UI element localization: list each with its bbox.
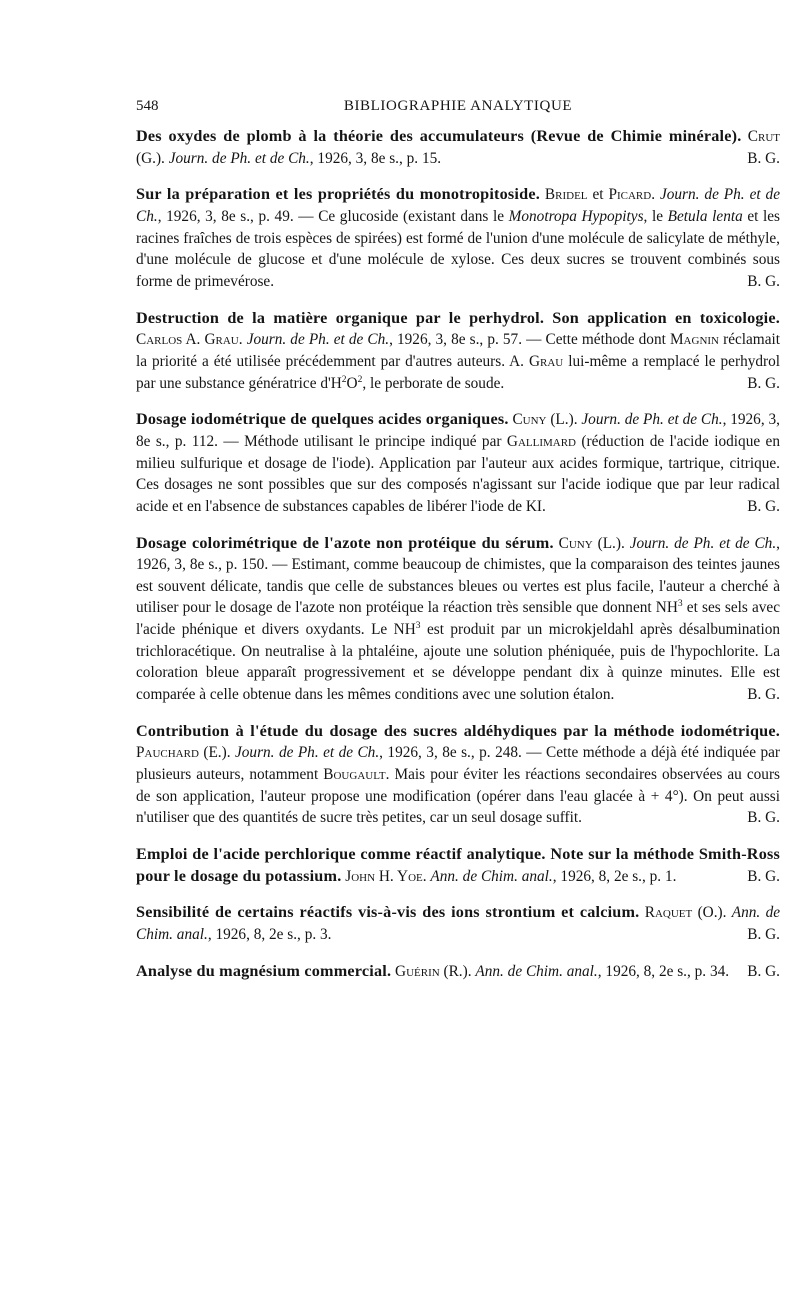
entry-signature: B. G. xyxy=(747,809,780,827)
bibliography-entry xyxy=(136,902,780,945)
entry-journal: Journ. de Ph. et de Ch. xyxy=(234,744,380,762)
page-number: 548 xyxy=(136,98,159,114)
bibliography-entry xyxy=(136,844,780,887)
entry-body: Cette méthode dont xyxy=(545,331,670,349)
entry-body: , le perborate de soude. xyxy=(362,374,505,392)
entry-title: Emploi de l'acide perchlorique comme réactif analytique. Note sur la méthode Smith-Ross pour le dosage du potassium. xyxy=(136,845,780,885)
entry-superscript: 3 xyxy=(677,599,683,610)
entry-body: , le xyxy=(643,208,668,226)
entry-signature: B. G. xyxy=(747,685,780,703)
entry-reference: , 1926, 3, 8e s., p. 112. — xyxy=(136,411,780,451)
entry-reference: , 1926, 3, 8e s., p. 49. — xyxy=(157,208,319,226)
entry-title: Dosage colorimétrique de l'azote non protéique du sérum. xyxy=(136,533,554,552)
bibliography-entry xyxy=(136,721,780,829)
entry-title: Destruction de la matière organique par le perhydrol. Son application en toxicologie. xyxy=(136,308,780,327)
entry-journal: Ann. de Chim. anal. xyxy=(430,867,553,885)
entry-author-initials: (L.). xyxy=(546,411,582,429)
entry-author: John H. Yoe xyxy=(345,867,423,885)
entry-cited-author: Grau xyxy=(528,352,564,370)
entry-body: lui-même a remplacé le perhydrol par une substance génératrice d'H xyxy=(136,352,781,392)
bibliography-entry xyxy=(136,409,780,517)
entry-title: Contribution à l'étude du dosage des sucres aldéhydiques par la méthode iodométrique. xyxy=(136,721,780,740)
entry-body-italic: Betula lenta xyxy=(667,208,743,226)
entry-author: Crut xyxy=(747,128,780,145)
bibliography-entry xyxy=(136,308,780,394)
bibliography-entry xyxy=(136,533,780,706)
entry-body: est produit par un microkjeldahl après désalbumination trichloracétique. On neutralise à la phtaléine, ajoute une solution phéniquée, puis de l'hypochlorite. La coloration bleue apparaît progressivement et se développe pendant dix à quinze minutes. Elle est comparée à celle obtenue dans les mêmes conditions avec une solution étalon. xyxy=(136,621,780,703)
entry-author-conjunction: et xyxy=(587,186,609,204)
entry-journal: Journ. de Ph. et de Ch. xyxy=(168,149,310,167)
entry-author: Pauchard xyxy=(136,744,199,762)
entry-body: (réduction de l'acide iodique en milieu sulfurique et dosage de l'iode). Application par l'auteur aux acides formique, tartrique, citrique. Ces dosages ne sont possibles que sur des composés n'agissant sur l'acide iodique que par leur radical acide et en l'absence de substances capables de libérer l'iode de KI. xyxy=(136,433,780,515)
entry-author-initials: (G.). xyxy=(136,149,169,167)
entry-reference: , 1926, 3, 8e s., p. 57. — xyxy=(389,331,546,349)
entry-signature: B. G. xyxy=(747,149,780,167)
entry-journal: Journ. de Ph. et de Ch. xyxy=(581,411,723,429)
entry-signature: B. G. xyxy=(747,497,780,515)
bibliography-entry xyxy=(136,961,780,983)
entry-body: réclamait la priorité a été utilisée précédemment par d'autres auteurs. A. xyxy=(136,331,780,370)
entry-signature: B. G. xyxy=(747,962,780,980)
entry-author-2: Picard xyxy=(608,186,652,204)
entry-body: Ce glucoside (existant dans le xyxy=(318,208,509,226)
entry-author-initials: (O.). xyxy=(692,904,732,922)
entry-author: Cuny xyxy=(512,411,547,429)
entry-body: Estimant, comme beaucoup de chimistes, que la comparaison des teintes jaunes est souvent délicate, tandis que celle de substances bleues ou vertes est plus facile, l'auteur a cherché à utiliser pour le dosage de l'azote non protéique la réaction très sensible que donnent NH xyxy=(136,556,780,617)
entry-author: Carlos A. Grau xyxy=(136,331,239,349)
entry-journal: Journ. de Ph. et de Ch. xyxy=(629,534,777,552)
entry-author-suffix: . xyxy=(238,331,247,349)
entry-superscript: 3 xyxy=(415,620,421,631)
entry-journal: Journ. de Ph. et de Ch. xyxy=(246,331,390,349)
entry-cited-author: Bougault xyxy=(323,765,386,783)
entry-cited-author: Gallimard xyxy=(506,433,576,451)
entry-journal: Ann. de Chim. anal. xyxy=(475,962,598,980)
bibliography-entry xyxy=(136,126,780,169)
entry-author: Guérin xyxy=(395,962,440,980)
entry-body-italic: Monotropa Hypopitys xyxy=(508,208,644,226)
entry-title: Analyse du magnésium commercial. xyxy=(136,961,392,980)
entry-reference: , 1926, 3, 8e s., p. 15. xyxy=(309,149,442,167)
entry-author: Raquet xyxy=(644,904,693,922)
entry-signature: B. G. xyxy=(747,926,780,944)
entry-superscript: 2 xyxy=(357,374,363,385)
entry-title: Dosage iodométrique de quelques acides organiques. xyxy=(136,410,509,429)
entry-author-suffix: . xyxy=(651,186,660,204)
entry-author: Bridel xyxy=(544,186,588,204)
entry-superscript: 2 xyxy=(341,374,347,385)
entry-cited-author: Magnin xyxy=(669,331,719,349)
entry-reference: , 1926, 8, 2e s., p. 3. xyxy=(207,926,332,944)
entry-signature: B. G. xyxy=(747,867,780,885)
entry-author-initials: (E.). xyxy=(198,744,235,762)
entry-body: . Mais pour éviter les réactions secondaires observées au cours de son application, l'auteur propose une modification (opérer dans l'eau glacée à + 4°). On peut aussi n'utiliser que des quantités de sucre très petites, car un seul dosage suffit. xyxy=(136,765,781,827)
entry-author-suffix: . xyxy=(422,867,431,885)
entry-body: et ses sels avec l'acide phénique et divers oxydants. Le NH xyxy=(136,599,780,639)
entry-body: et les racines fraîches de trois espèces de spirées) est formé de l'union d'une molécule de salicylate de méthyle, d'une molécule de glucose et d'une molécule de xylose. Ces deux sucres se trouvent combinés sous forme de primevérose. xyxy=(136,208,780,290)
entry-body: Cette méthode a déjà été indiquée par plusieurs auteurs, notamment xyxy=(136,744,780,783)
entry-reference: , 1926, 8, 2e s., p. 34. xyxy=(597,962,730,980)
running-header xyxy=(136,96,780,120)
entry-reference: , 1926, 3, 8e s., p. 150. — xyxy=(136,534,780,574)
entry-author-initials: (L.). xyxy=(592,534,630,552)
bibliography-entry xyxy=(136,184,780,292)
running-title: BIBLIOGRAPHIE ANALYTIQUE xyxy=(343,98,573,114)
page xyxy=(136,96,780,996)
entry-reference: , 1926, 8, 2e s., p. 1. xyxy=(552,867,677,885)
entry-title: Des oxydes de plomb à la théorie des accumulateurs (Revue de Chimie minérale). xyxy=(136,127,742,145)
entry-journal: Journ. de Ph. et de Ch. xyxy=(136,186,780,226)
entry-title: Sur la préparation et les propriétés du monotropitoside. xyxy=(136,185,540,204)
entry-author: Cuny xyxy=(558,534,593,552)
entry-body: O xyxy=(346,374,358,392)
entry-journal: Ann. de Chim. anal. xyxy=(136,904,781,944)
entry-title: Sensibilité de certains réactifs vis-à-vis des ions strontium et calcium. xyxy=(136,903,640,922)
entry-author-initials: (R.). xyxy=(439,962,476,980)
entry-body: Méthode utilisant le principe indiqué par xyxy=(244,433,507,451)
entry-reference: , 1926, 3, 8e s., p. 248. — xyxy=(379,744,547,762)
entry-signature: B. G. xyxy=(747,374,780,392)
entry-signature: B. G. xyxy=(747,272,780,290)
